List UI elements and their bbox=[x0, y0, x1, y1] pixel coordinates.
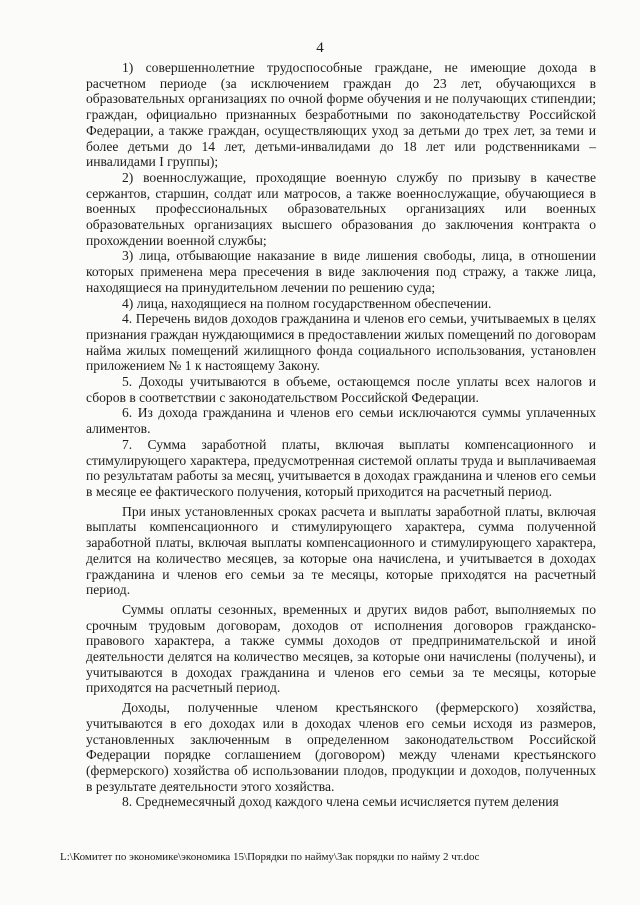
paragraph-1: 1) совершеннолетние трудоспособные граждане, не имеющие дохода в расчетном периоде (за исключением граждан до 23 лет, обучающихся в образовательных организациях по очной форме обучения и не получающих стипендии; граждан, официально признанных безработными по законодательству Российской Федерации, а также граждан, осуществляющих уход за детьми до трех лет, за теми и более детьми до 14 лет, детьми-инвалидами до 18 лет или родственниками – инвалидами I группы); bbox=[86, 60, 596, 170]
paragraph-6: 5. Доходы учитываются в объеме, остающемся после уплаты всех налогов и сборов в соответствии с законодательством Российской Федерации. bbox=[86, 374, 596, 405]
document-body bbox=[86, 60, 596, 810]
paragraph-5: 4. Перечень видов доходов гражданина и членов его семьи, учитываемых в целях признания граждан нуждающимися в предоставлении жилых помещений по договорам найма жилых помещений жилищного фонда социального использования, установлен приложением № 1 к настоящему Закону. bbox=[86, 311, 596, 374]
paragraph-7: 6. Из дохода гражданина и членов его семьи исключаются суммы уплаченных алиментов. bbox=[86, 405, 596, 437]
paragraph-4: 4) лица, находящиеся на полном государственном обеспечении. bbox=[122, 295, 492, 311]
page-number: 4 bbox=[316, 40, 324, 56]
paragraph-2: 2) военнослужащие, проходящие военную службу по призыву в качестве сержантов, старшин, солдат или матросов, а также военнослужащие, обучающиеся в военных профессиональных образовательных организациях или военных образовательных организациях высшего образования до заключения контракта о прохождении военной службы; bbox=[86, 169, 596, 248]
paragraph-10: Суммы оплаты сезонных, временных и других видов работ, выполняемых по срочным трудовым договорам, доходов от исполнения договоров гражданско-правового характера, а также суммы доходов от предпринимательской и иной деятельности делятся на количество месяцев, за которые они начислены (получены), и учитываются в доходах гражданина и членов его семьи за те месяцы, которые приходятся на расчетный период. bbox=[86, 601, 596, 696]
paragraph-3: 3) лица, отбывающие наказание в виде лишения свободы, лица, в отношении которых применена мера пресечения в виде заключения под стражу, а также лица, находящиеся на принудительном лечении по решению суда; bbox=[86, 248, 596, 295]
file-path-footer: L:\Комитет по экономике\экономика 15\Порядки по найму\Зак порядки по найму 2 чт.doc bbox=[60, 851, 480, 863]
paragraph-12: 8. Среднемесячный доход каждого члена семьи исчисляется путем деления bbox=[122, 794, 559, 810]
paragraph-11: Доходы, полученные членом крестьянского (фермерского) хозяйства, учитываются в его доходах или в доходах членов его семьи исходя из размеров, установленных заключенным в определенном законодательством Российской Федерации порядке соглашением (договором) между членами крестьянского (фермерского) хозяйства об использовании плодов, продукции и доходов, полученных в результате деятельности этого хозяйства. bbox=[86, 700, 596, 794]
paragraph-8: 7. Сумма заработной платы, включая выплаты компенсационного и стимулирующего характера, предусмотренная системой оплаты труда и выплачиваемая по результатам работы за месяц, учитывается в доходах гражданина и членов его семьи в месяце ее фактического получения, который приходится на расчетный период. bbox=[86, 436, 596, 499]
paragraph-9: При иных установленных сроках расчета и выплаты заработной платы, включая выплаты компенсационного и стимулирующего характера, сумма полученной заработной платы, включая выплаты компенсационного и стимулирующего характера, делится на количество месяцев, за которые она начислена, и учитывается в доходах гражданина и членов его семьи за те месяцы, которые приходятся на расчетный период. bbox=[86, 503, 596, 598]
